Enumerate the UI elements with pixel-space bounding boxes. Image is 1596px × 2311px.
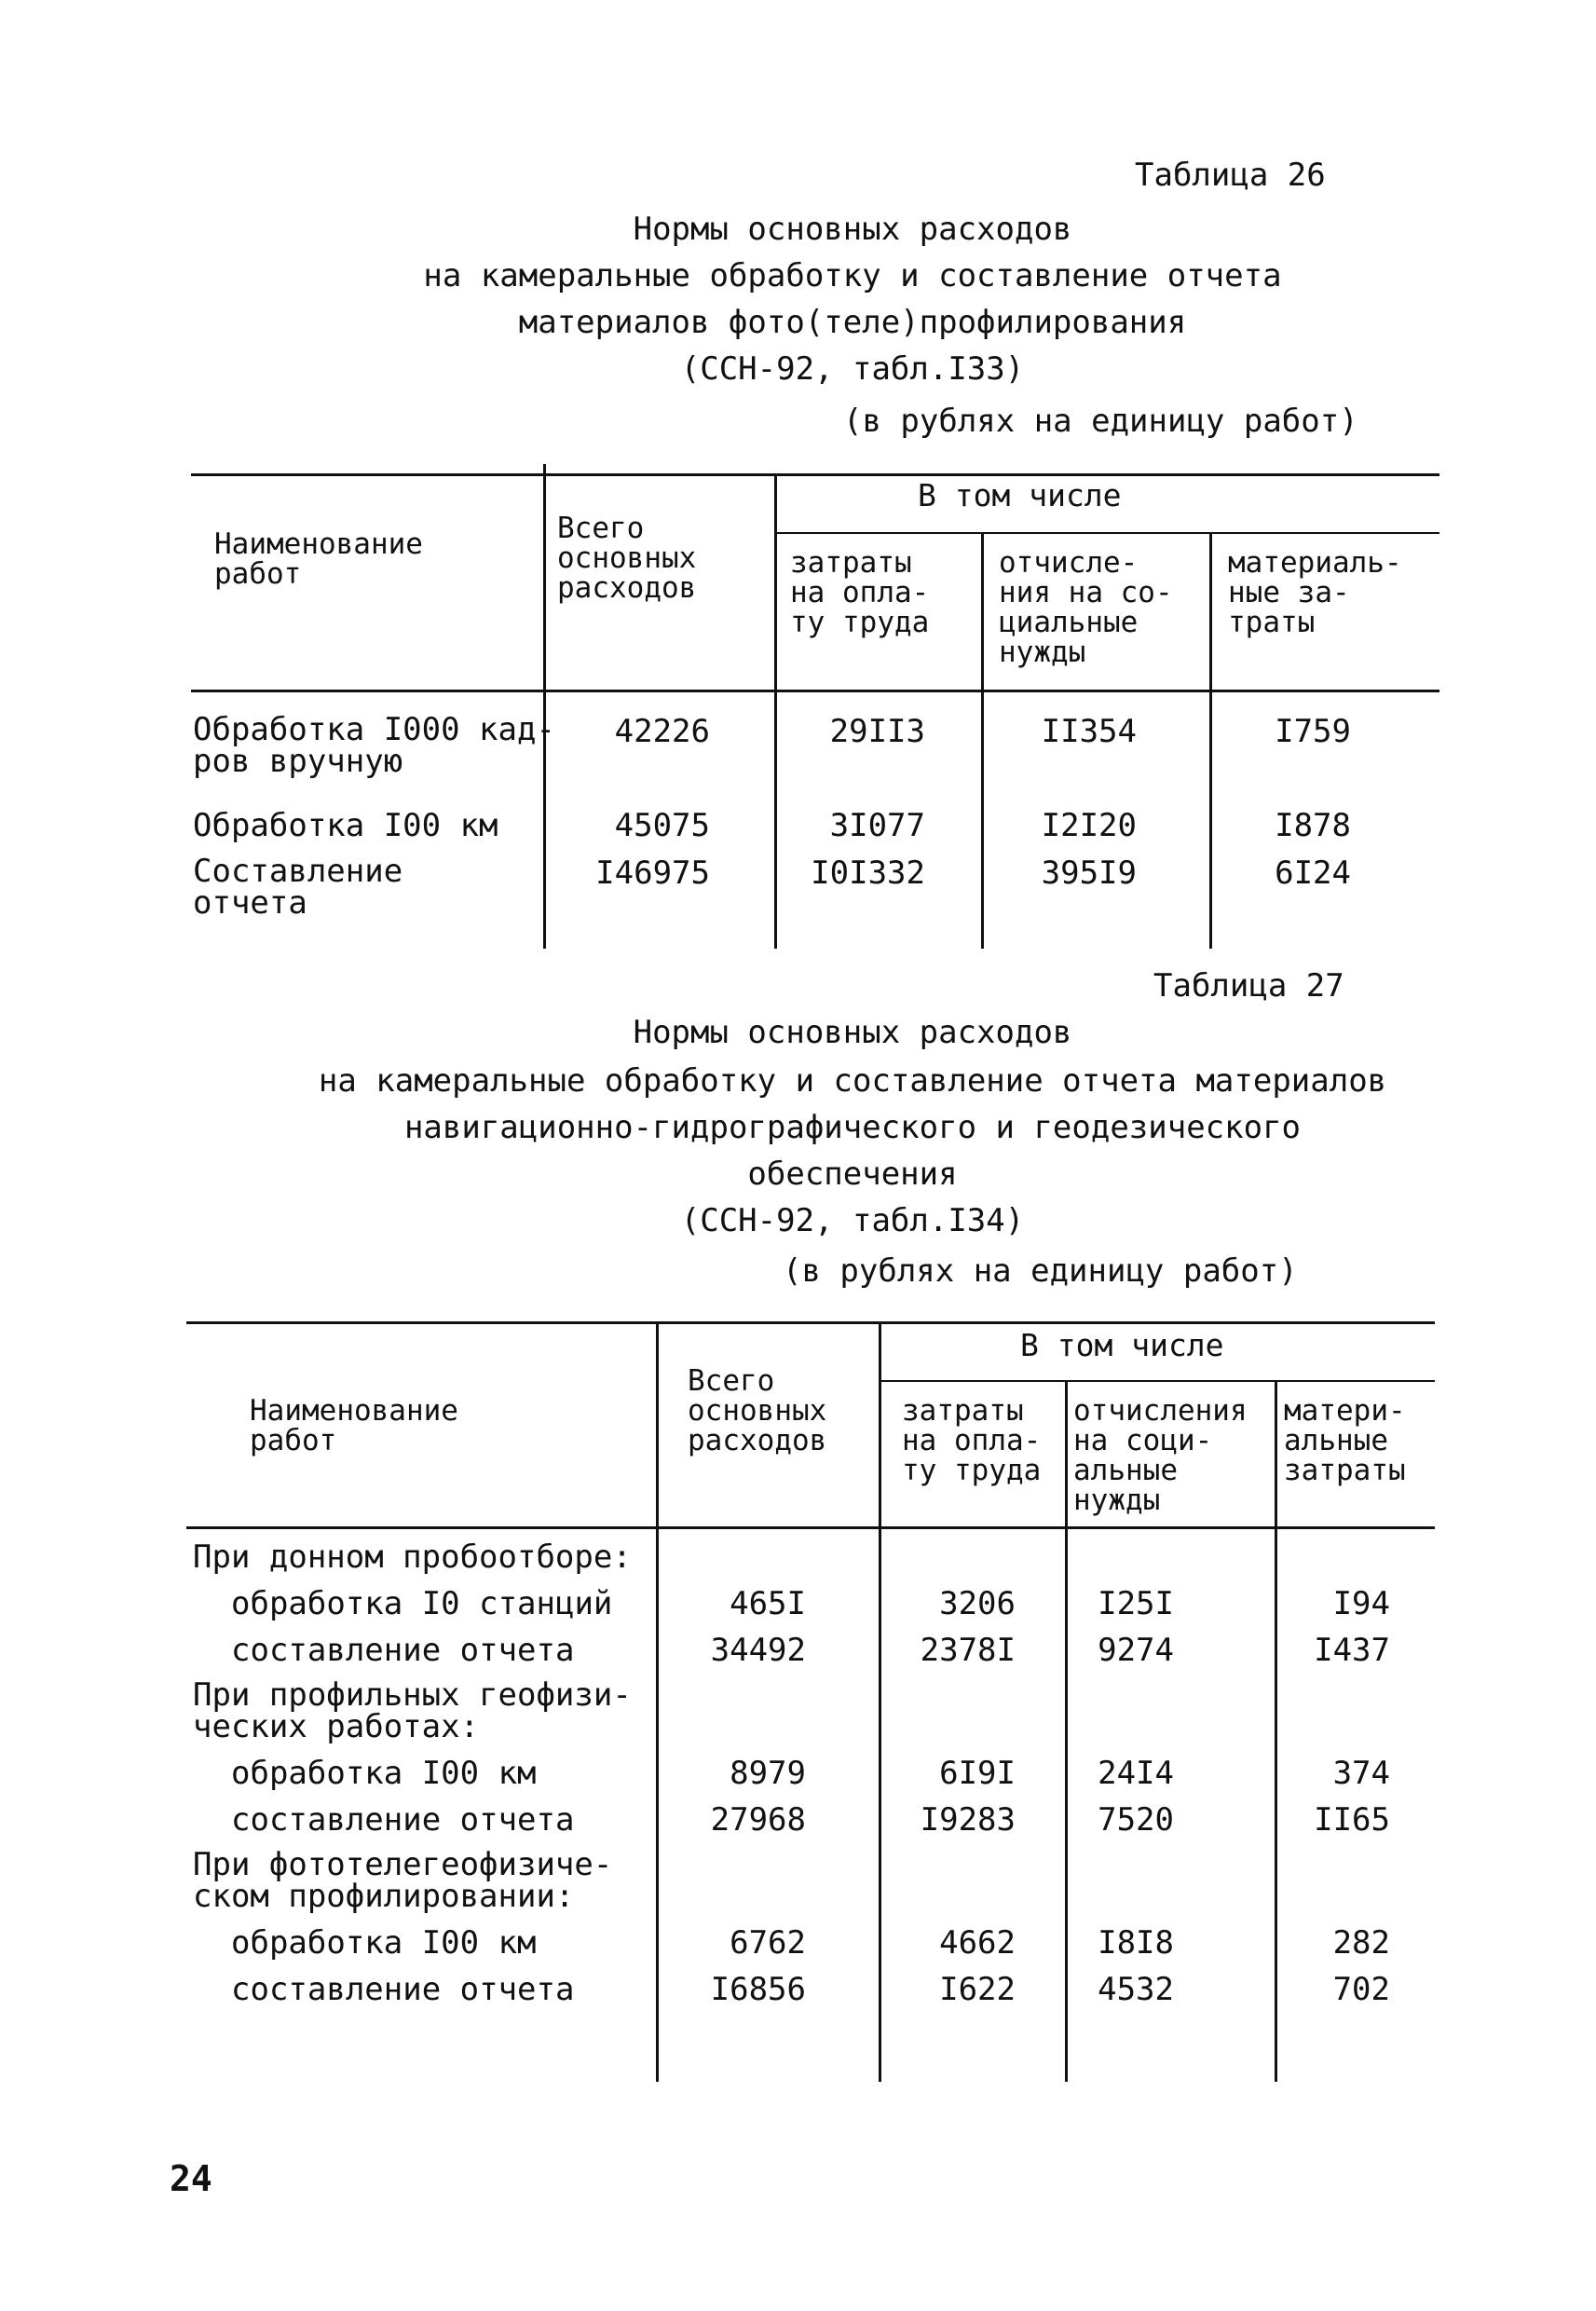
t26-row-3-name: Составление отчета [193, 853, 403, 922]
t27-g2-row-2-c1: I9283 [920, 1801, 1016, 1839]
table-26-label: Таблица 26 [1135, 157, 1326, 194]
t27-group-1-name: При донном пробоотборе: [193, 1538, 632, 1576]
t26-header-incl: В том числе [918, 477, 1122, 513]
t26-header-name: Наименование работ [214, 527, 423, 591]
t26-header-c2: отчисле- ния на со- циальные нужды [999, 546, 1173, 669]
t26-header-c3: материаль- ные за- траты [1228, 546, 1402, 639]
t27-header-c1: затраты на опла- ту труда [902, 1394, 1042, 1487]
table-26-unit: (в рублях на единицу работ) [843, 403, 1358, 440]
t27-g3-row-1-c3: 282 [1332, 1924, 1390, 1962]
table-27-title-4: обеспечения [747, 1156, 958, 1193]
t26-row-1-c1: 29II3 [829, 713, 925, 750]
t27-g3-row-1-total: 6762 [730, 1924, 806, 1962]
t27-g1-row-2-total: 34492 [710, 1632, 806, 1669]
table-27-unit: (в рублях на единицу работ) [783, 1252, 1298, 1290]
t27-g2-row-1-name: обработка I00 км [231, 1755, 537, 1792]
t27-header-name: Наименование работ [250, 1394, 458, 1457]
t27-g1-row-1-name: обработка I0 станций [231, 1585, 613, 1622]
t27-header-c3: матери- альные затраты [1284, 1394, 1406, 1487]
t27-g3-row-1-c2: I8I8 [1098, 1924, 1174, 1962]
t27-g1-row-1-c3: I94 [1332, 1585, 1390, 1622]
t27-g3-row-2-c3: 702 [1332, 1971, 1390, 2008]
t27-g2-row-2-c2: 7520 [1098, 1801, 1174, 1839]
table-26-title-4: (ССН-92, табл.I33) [680, 350, 1025, 388]
t26-row-3-total: I46975 [595, 855, 710, 892]
t27-g3-row-1-name: обработка I00 км [231, 1924, 537, 1962]
t27-g3-row-2-name: составление отчета [231, 1971, 575, 2008]
t27-header-incl: В том числе [1020, 1327, 1224, 1363]
table-27-title-5: (ССН-92, табл.I34) [680, 1202, 1025, 1239]
t26-header-c1: затраты на опла- ту труда [790, 546, 930, 639]
t27-g1-row-2-c1: 2378I [920, 1632, 1016, 1669]
t27-g3-row-2-c2: 4532 [1098, 1971, 1174, 2008]
t27-g2-row-2-name: составление отчета [231, 1801, 575, 1839]
t27-g1-row-2-name: составление отчета [231, 1632, 575, 1669]
t27-g2-row-2-c3: II65 [1314, 1801, 1390, 1839]
t27-g1-row-1-c1: 3206 [939, 1585, 1016, 1622]
t27-header-total: Всего основных расходов [688, 1364, 827, 1457]
t27-g1-row-2-c3: I437 [1314, 1632, 1390, 1669]
t26-header-total: Всего основных расходов [557, 512, 697, 605]
t26-row-3-c1: I0I332 [811, 855, 925, 892]
t27-g1-row-1-total: 465I [730, 1585, 806, 1622]
t26-row-2-c2: I2I20 [1041, 807, 1137, 844]
t26-row-1-name: Обработка I000 кад- ров вручную [193, 711, 555, 780]
table-27-title-2: на камеральные обработку и составление отчета материалов [318, 1062, 1387, 1100]
t26-row-1-c3: I759 [1275, 713, 1351, 750]
t27-g2-row-2-total: 27968 [710, 1801, 806, 1839]
page-number: 24 [170, 2158, 212, 2199]
t27-g3-row-2-c1: I622 [939, 1971, 1016, 2008]
t26-row-3-c3: 6I24 [1275, 855, 1351, 892]
t26-row-1-c2: II354 [1041, 713, 1137, 750]
t27-group-2-name: При профильных геофизи- ческих работах: [193, 1676, 632, 1745]
table-27-label: Таблица 27 [1153, 967, 1344, 1005]
table-27-title-1: Нормы основных расходов [633, 1014, 1072, 1051]
t27-g3-row-2-total: I6856 [710, 1971, 806, 2008]
table-27-title-3: навигационно-гидрографического и геодезического [403, 1109, 1302, 1146]
t26-row-2-total: 45075 [614, 807, 710, 844]
t26-row-1-total: 42226 [614, 713, 710, 750]
t27-g3-row-1-c1: 4662 [939, 1924, 1016, 1962]
t27-header-c2: отчисления на соци- альные нужды [1073, 1394, 1248, 1517]
t27-g2-row-1-c1: 6I9I [939, 1755, 1016, 1792]
t27-group-3-name: При фототелегеофизиче- ском профилировании: [193, 1846, 613, 1915]
t27-g1-row-1-c2: I25I [1098, 1585, 1174, 1622]
table-26-title-3: материалов фото(теле)профилирования [518, 304, 1187, 341]
t27-g2-row-1-total: 8979 [730, 1755, 806, 1792]
t27-g2-row-1-c2: 24I4 [1098, 1755, 1174, 1792]
t26-row-2-name: Обработка I00 км [193, 807, 498, 844]
t26-row-2-c3: I878 [1275, 807, 1351, 844]
table-26-title-2: на камеральные обработку и составление отчета [423, 257, 1282, 294]
t26-row-3-c2: 395I9 [1041, 855, 1137, 892]
t26-row-2-c1: 3I077 [829, 807, 925, 844]
t27-g2-row-1-c3: 374 [1332, 1755, 1390, 1792]
table-26-title-1: Нормы основных расходов [633, 211, 1072, 248]
t27-g1-row-2-c2: 9274 [1098, 1632, 1174, 1669]
